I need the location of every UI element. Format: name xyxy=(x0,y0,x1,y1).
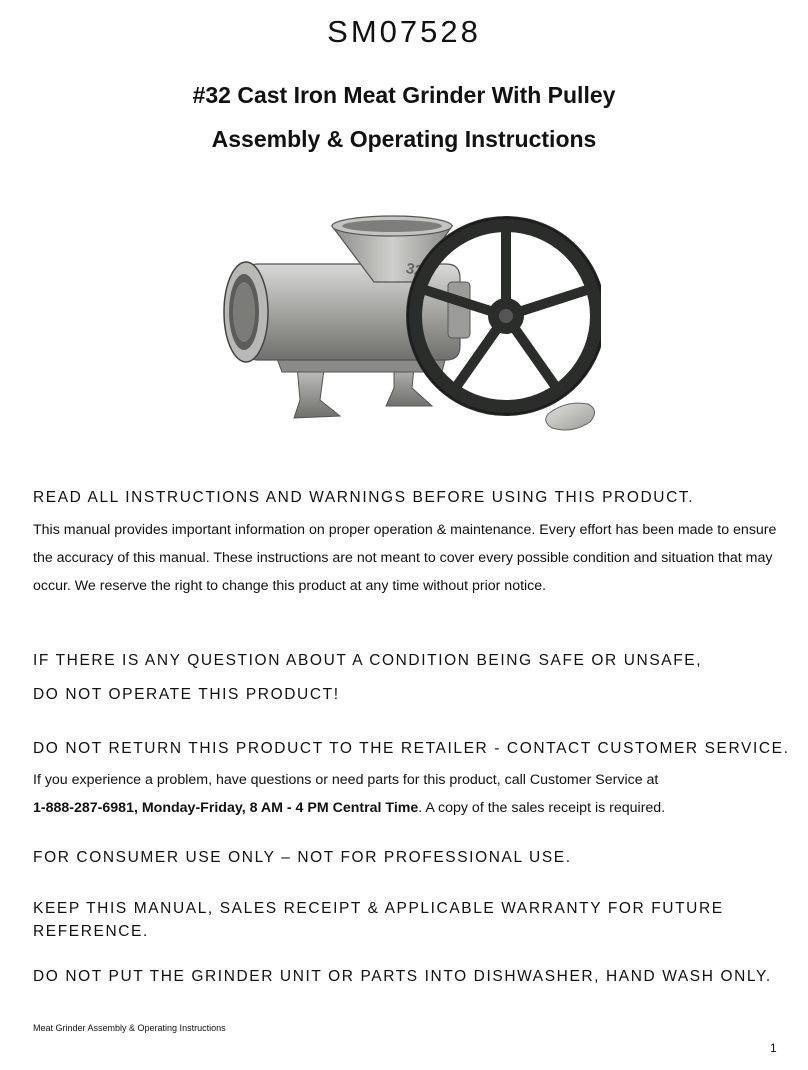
safety-question-line-2: DO NOT OPERATE THIS PRODUCT! xyxy=(33,686,340,703)
consumer-use-notice: FOR CONSUMER USE ONLY – NOT FOR PROFESSIONAL USE. xyxy=(33,849,572,866)
page-subtitle: Assembly & Operating Instructions xyxy=(211,126,597,152)
grinder-body xyxy=(246,264,470,360)
do-not-return-notice: DO NOT RETURN THIS PRODUCT TO THE RETAILER - CONTACT CUSTOMER SERVICE. xyxy=(33,740,790,757)
page-number: 1 xyxy=(770,1041,777,1055)
read-all-warning: READ ALL INSTRUCTIONS AND WARNINGS BEFORE USING THIS PRODUCT. xyxy=(33,489,695,506)
keep-manual-notice: KEEP THIS MANUAL, SALES RECEIPT & APPLICABLE WARRANTY FOR FUTURE REFERENCE. xyxy=(33,900,724,940)
customer-service-paragraph xyxy=(33,766,793,822)
page-title: #32 Cast Iron Meat Grinder With Pulley xyxy=(192,82,616,108)
hand-wash-notice: DO NOT PUT THE GRINDER UNIT OR PARTS INTO DISHWASHER, HAND WASH ONLY. xyxy=(33,968,772,985)
service-phone-hours: 1-888-287-6981, Monday-Friday, 8 AM - 4 PM Central Time xyxy=(33,800,419,816)
service-text-start: If you experience a problem, have questions or need parts for this product, call Customer Service at xyxy=(33,772,659,788)
model-number: SM07528 xyxy=(327,14,481,49)
footer-doc-name: Meat Grinder Assembly & Operating Instructions xyxy=(33,1023,226,1033)
product-photo xyxy=(216,178,601,452)
safety-question-line-1: IF THERE IS ANY QUESTION ABOUT A CONDITION BEING SAFE OR UNSAFE, xyxy=(33,652,703,669)
service-text-end: . A copy of the sales receipt is required. xyxy=(418,800,666,816)
intro-paragraph: This manual provides important information on proper operation & maintenance. Every effort has been made to ensure the accuracy of this manual. These instructions are not meant to cover every possible condition and situation that may occur. We reserve the right to change this product at any time without prior notice. xyxy=(33,522,777,594)
cutting-plate xyxy=(224,262,268,362)
casting-number: 32 xyxy=(404,259,425,281)
